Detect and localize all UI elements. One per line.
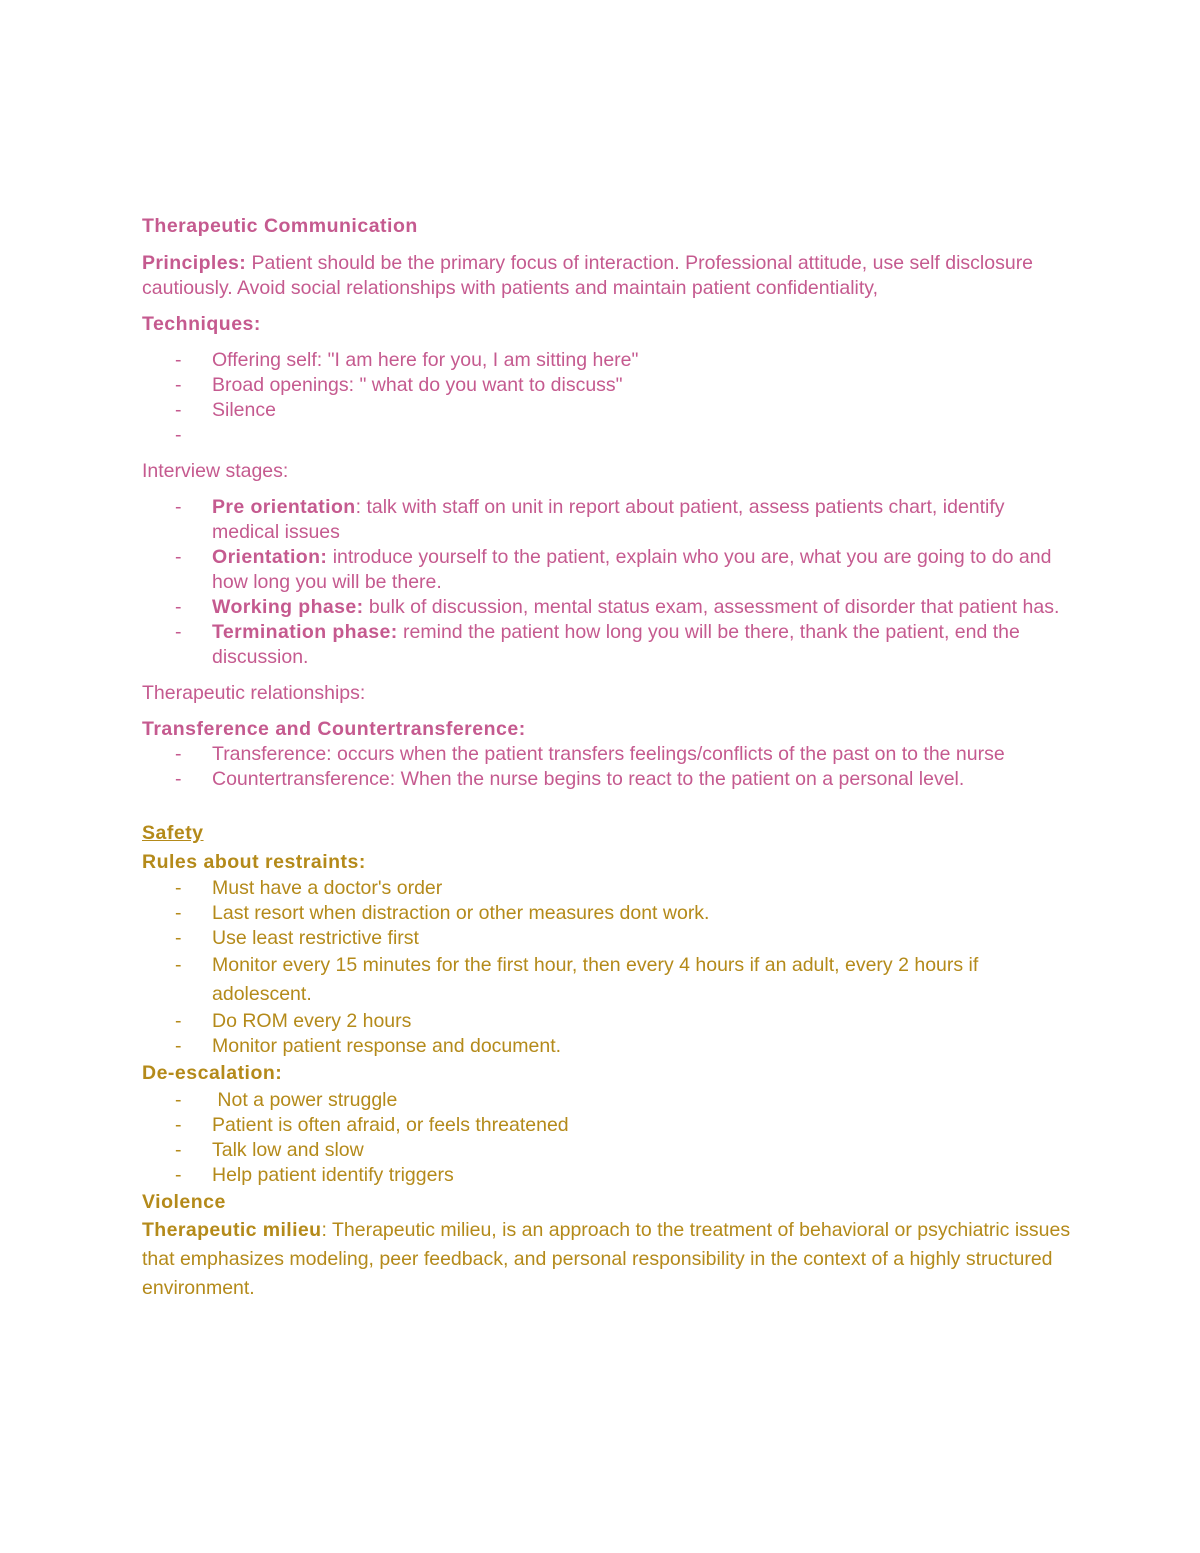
list-item: - Working phase: bulk of discussion, mental status exam, assessment of disorder that patient has.	[175, 596, 1060, 618]
transference-list	[142, 742, 1072, 792]
list-item: - Must have a doctor's order	[175, 877, 443, 899]
safety-section	[142, 819, 1072, 1303]
list-item: - Broad openings: " what do you want to discuss"	[175, 374, 623, 396]
list-item: - Offering self: "I am here for you, I am sitting here"	[175, 349, 639, 371]
violence-label: Violence	[142, 1190, 226, 1213]
restraints-list	[142, 876, 1072, 1059]
deescalation-label: De-escalation:	[142, 1062, 283, 1084]
list-item: - Help patient identify triggers	[175, 1163, 454, 1186]
principles-label: Principles:	[142, 252, 247, 274]
restraints-label: Rules about restraints:	[142, 850, 366, 873]
list-item: -	[175, 424, 182, 446]
list-item: - Transference: occurs when the patient transfers feelings/conflicts of the past on to the nurse	[175, 743, 1005, 765]
techniques-list	[142, 348, 1072, 448]
interview-stages-list	[142, 495, 1072, 670]
section-title-safety: Safety	[142, 822, 204, 844]
deescalation-list	[142, 1088, 1072, 1188]
list-item: - Pre orientation: talk with staff on unit in report about patient, assess patients chart, identify medical issues	[175, 496, 1005, 543]
list-item: - Monitor every 15 minutes for the first hour, then every 4 hours if an adult, every 2 hours if adolescent.	[175, 954, 979, 1005]
milieu-label: Therapeutic milieu	[142, 1219, 322, 1241]
milieu-paragraph	[142, 1216, 1072, 1303]
list-item: - Use least restrictive first	[175, 927, 419, 949]
list-item: - Not a power struggle	[175, 1088, 398, 1111]
relationships-label: Therapeutic relationships:	[142, 682, 366, 704]
principles-paragraph	[142, 251, 1072, 301]
list-item: - Termination phase: remind the patient how long you will be there, thank the patient, end the discussion.	[175, 621, 1020, 668]
transference-label: Transference and Countertransference:	[142, 718, 526, 740]
list-item: - Countertransference: When the nurse begins to react to the patient on a personal level.	[175, 768, 965, 790]
list-item: - Do ROM every 2 hours	[175, 1010, 412, 1032]
section-title-communication: Therapeutic Communication	[142, 215, 418, 237]
list-item: - Last resort when distraction or other measures dont work.	[175, 902, 710, 924]
techniques-label: Techniques:	[142, 313, 261, 335]
document-page	[142, 214, 1072, 1303]
milieu-text: : Therapeutic milieu, is an approach to the treatment of behavioral or psychiatric issues that emphasizes modeling, peer feedback, and personal responsibility in the context of a highly structured environment.	[142, 1219, 1071, 1299]
list-item: - Orientation: introduce yourself to the patient, explain who you are, what you are going to do and how long you will be there.	[175, 546, 1052, 593]
interview-stages-label: Interview stages:	[142, 460, 289, 482]
principles-text: Patient should be the primary focus of interaction. Professional attitude, use self disclosure cautiously. Avoid social relationships with patients and maintain patient confidentiality,	[142, 252, 1034, 299]
list-item: - Silence	[175, 399, 276, 421]
list-item: - Monitor patient response and document.	[175, 1035, 562, 1057]
list-item: - Talk low and slow	[175, 1138, 364, 1161]
list-item: - Patient is often afraid, or feels threatened	[175, 1113, 569, 1136]
